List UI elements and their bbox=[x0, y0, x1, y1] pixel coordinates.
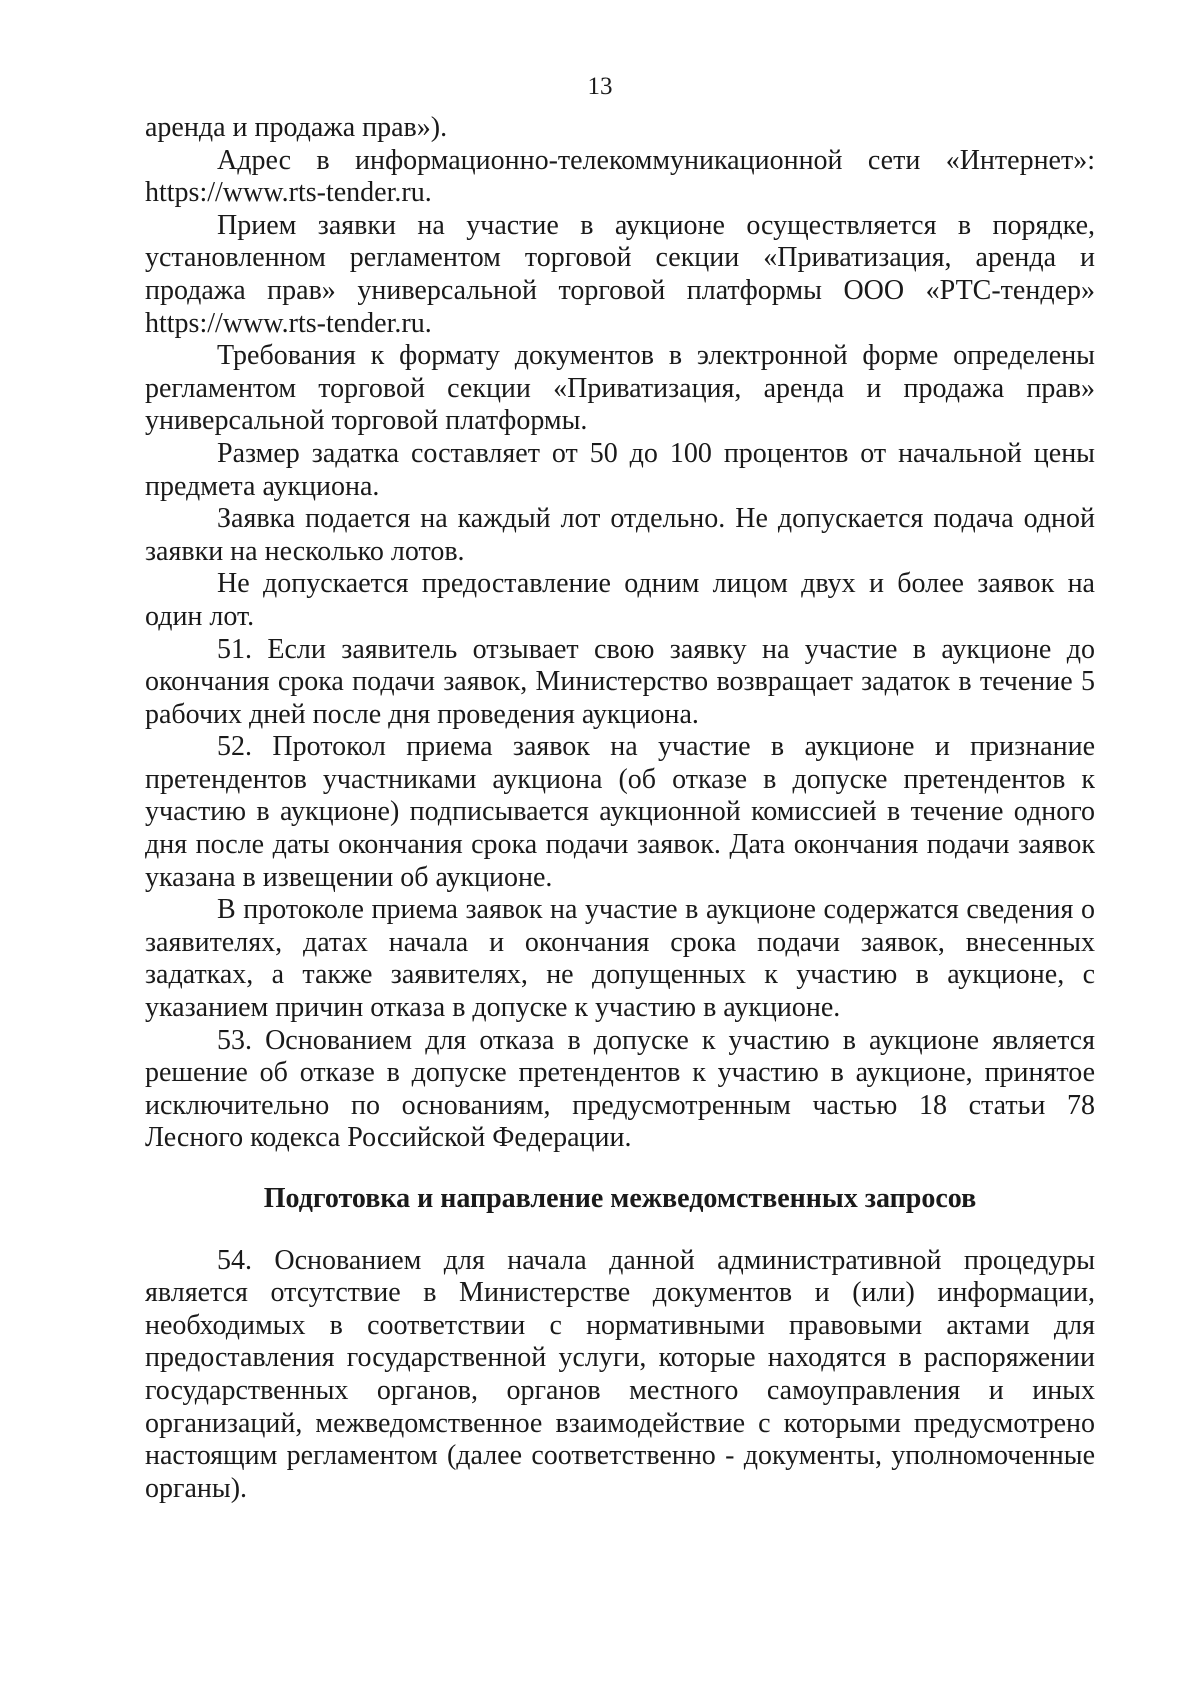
paragraph-document-format: Требования к формату документов в электронной форме определены регламентом торговой секции «Приватизация, аренда и продажа прав» универсальной торговой платформы. bbox=[145, 340, 1095, 437]
paragraph-multiple-applications: Не допускается предоставление одним лицом двух и более заявок на один лот. bbox=[145, 568, 1095, 632]
paragraph-internet-address: Адрес в информационно-телекоммуникационной сети «Интернет»: https://www.rts-tender.ru. bbox=[145, 144, 1095, 209]
paragraph-item-53: 53. Основанием для отказа в допуске к участию в аукционе является решение об отказе в допуске претендентов к участию в аукционе, принятое исключительно по основаниям, предусмотренным частью 18 статьи 78 Лесного кодекса Российской Федерации. bbox=[145, 1024, 1095, 1154]
paragraph-protocol-contents: В протоколе приема заявок на участие в аукционе содержатся сведения о заявителях, датах начала и окончания срока подачи заявок, внесенных задатках, а также заявителях, не допущенных к участию в аукционе, с указанием причин отказа в допуске к участию в аукционе. bbox=[145, 894, 1095, 1024]
section-heading: Подготовка и направление межведомственных запросов bbox=[263, 1183, 977, 1214]
paragraph-continuation: аренда и продажа прав»). bbox=[145, 112, 448, 143]
paragraph-item-52: 52. Протокол приема заявок на участие в аукционе и признание претендентов участниками аукциона (об отказе в допуске претендентов к участию в аукционе) подписывается аукционной комиссией в течение одного дня после даты окончания срока подачи заявок. Дата окончания подачи заявок указана в извещении об аукционе. bbox=[145, 731, 1095, 893]
paragraph-deposit-size: Размер задатка составляет от 50 до 100 процентов от начальной цены предмета аукциона. bbox=[145, 437, 1095, 502]
paragraph-per-lot: Заявка подается на каждый лот отдельно. Не допускается подача одной заявки на несколько лотов. bbox=[145, 503, 1095, 567]
paragraph-item-51: 51. Если заявитель отзывает свою заявку на участие в аукционе до окончания срока подачи заявок, Министерство возвращает задаток в течение 5 рабочих дней после дня проведения аукциона. bbox=[145, 633, 1095, 730]
document-body bbox=[145, 112, 1095, 1505]
page-number: 13 bbox=[587, 73, 613, 100]
paragraph-application-procedure: Прием заявки на участие в аукционе осуществляется в порядке, установленном регламентом торговой секции «Приватизация, аренда и продажа прав» универсальной торговой платформы ООО «РТС-тендер» https://www.rts-tender.ru. bbox=[145, 209, 1095, 339]
paragraph-item-54: 54. Основанием для начала данной административной процедуры является отсутствие в Министерстве документов и (или) информации, необходимых в соответствии с нормативными правовыми актами для предоставления государственной услуги, которые находятся в распоряжении государственных органов, органов местного самоуправления и иных организаций, межведомственное взаимодействие с которыми предусмотрено настоящим регламентом (далее соответственно - документы, уполномоченные органы). bbox=[145, 1244, 1095, 1504]
